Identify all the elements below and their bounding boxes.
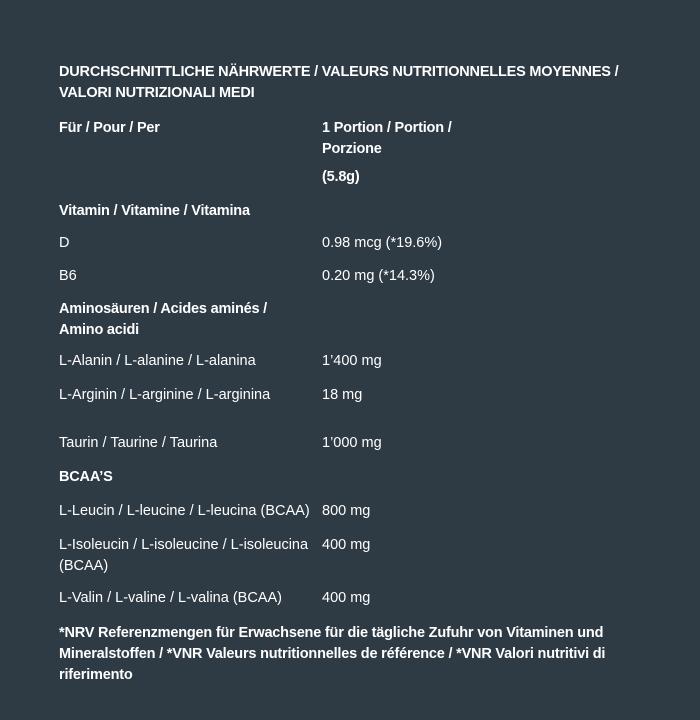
nutrient-name: L-Arginin / L-arginine / L-arginina: [59, 387, 271, 403]
nutrient-value: 1’400 mg: [322, 353, 382, 369]
nutrient-name: B6: [59, 268, 77, 284]
nutrient-name: Taurin / Taurine / Taurina: [59, 435, 218, 451]
bcaa-heading-row: [59, 467, 659, 501]
portion-size: (5.8g): [322, 169, 360, 185]
nutrient-name: D: [59, 235, 70, 251]
per-label: Für / Pour / Per: [59, 120, 160, 136]
nutrition-panel: [59, 62, 659, 686]
portion-label: 1 Portion / Portion / Porzione: [322, 120, 452, 157]
nutrient-value: 18 mg: [322, 387, 363, 403]
table-row: [59, 501, 659, 535]
table-header-row: [59, 118, 659, 167]
amino-acids-heading: Aminosäuren / Acides aminés / Amino acidi: [59, 301, 268, 338]
nutrient-name: L-Leucin / L-leucine / L-leucina (BCAA): [59, 503, 310, 519]
table-row: [59, 266, 659, 299]
vitamin-heading-row: [59, 201, 659, 233]
portion-size-row: [59, 167, 659, 201]
amino-heading-row: [59, 299, 659, 351]
table-row: [59, 385, 659, 433]
table-row: [59, 588, 659, 623]
table-row: [59, 535, 659, 588]
table-row: [59, 351, 659, 385]
nutrient-value: 800 mg: [322, 503, 371, 519]
nutrient-value: 0.20 mg (*14.3%): [322, 268, 435, 284]
nutrient-value: 1’000 mg: [322, 435, 382, 451]
nutrient-name: L-Isoleucin / L-isoleucine / L-isoleucina (BCAA): [59, 537, 309, 574]
nutrient-value: 400 mg: [322, 537, 371, 553]
nutrient-value: 0.98 mcg (*19.6%): [322, 235, 443, 251]
vitamin-heading: Vitamin / Vitamine / Vitamina: [59, 203, 250, 219]
nutrient-value: 400 mg: [322, 590, 371, 606]
nutrition-title: DURCHSCHNITTLICHE NÄHRWERTE / VALEURS NUTRITIONNELLES MOYENNES / VALORI NUTRIZIONALI MEDI: [59, 64, 619, 101]
nutrient-name: L-Valin / L-valine / L-valina (BCAA): [59, 590, 282, 606]
table-row: [59, 233, 659, 266]
nutrient-name: L-Alanin / L-alanine / L-alanina: [59, 353, 256, 369]
table-row: [59, 433, 659, 467]
bcaa-heading: BCAA’S: [59, 469, 113, 485]
nrv-footnote: *NRV Referenzmengen für Erwachsene für die tägliche Zufuhr von Vitaminen und Mineralstoffen / *VNR Valeurs nutritionnelles de référence / *VNR Valori nutritivi di riferimento: [59, 625, 606, 683]
